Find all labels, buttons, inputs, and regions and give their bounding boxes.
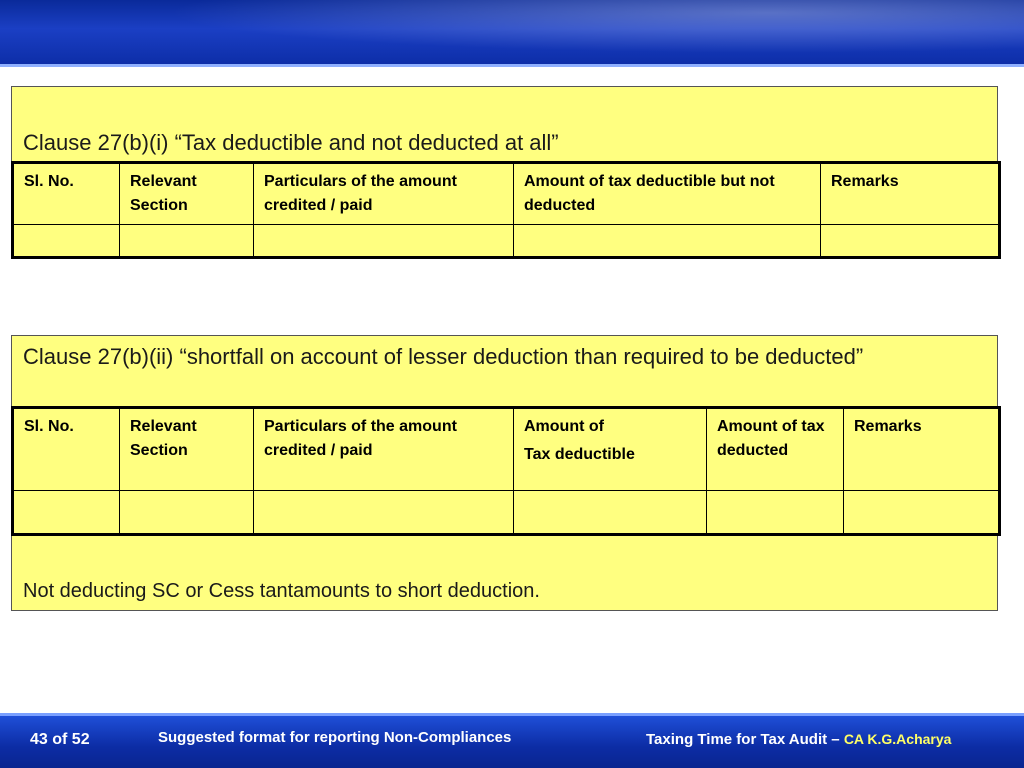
header-tax-deductible: Tax deductible — [524, 446, 635, 463]
cell-amount-deducted[interactable] — [707, 491, 844, 535]
header-relevant-section: Relevant Section — [120, 408, 254, 491]
footer-author: CA K.G.Acharya — [843, 731, 952, 747]
footer-subtitle: Suggested format for reporting Non-Compliances — [158, 729, 512, 746]
clause1-title: Clause 27(b)(i) “Tax deductible and not deducted at all” — [23, 130, 559, 155]
clause2-table — [11, 406, 1001, 536]
clause2-note: Not deducting SC or Cess tantamounts to short deduction. — [23, 580, 540, 602]
header-remarks: Remarks — [844, 408, 1000, 491]
header-particulars: Particulars of the amount credited / paid — [254, 163, 514, 225]
cell-amount[interactable] — [514, 225, 821, 258]
cell-remarks[interactable] — [821, 225, 1000, 258]
cell-relevant-section[interactable] — [120, 225, 254, 258]
header-sl-no: Sl. No. — [13, 163, 120, 225]
header-amount-deductible — [514, 408, 707, 491]
header-sheen — [0, 0, 1024, 64]
footer-title: Taxing Time for Tax Audit – — [646, 731, 840, 748]
cell-particulars[interactable] — [254, 491, 514, 535]
cell-particulars[interactable] — [254, 225, 514, 258]
clause1-table — [11, 161, 1001, 259]
header-remarks: Remarks — [821, 163, 1000, 225]
footer-title-block — [646, 731, 951, 748]
table-header-row — [13, 408, 1000, 491]
header-amount-not-deducted: Amount of tax deductible but not deducted — [514, 163, 821, 225]
cell-amount-deductible[interactable] — [514, 491, 707, 535]
cell-relevant-section[interactable] — [120, 491, 254, 535]
header-amount-of: Amount of — [524, 418, 604, 435]
page-indicator: 43 of 52 — [30, 731, 90, 748]
header-divider — [0, 64, 1024, 67]
table-row — [13, 225, 1000, 258]
header-particulars: Particulars of the amount credited / paid — [254, 408, 514, 491]
cell-sl-no[interactable] — [13, 225, 120, 258]
cell-sl-no[interactable] — [13, 491, 120, 535]
header-sl-no: Sl. No. — [13, 408, 120, 491]
clause2-title: Clause 27(b)(ii) “shortfall on account of lesser deduction than required to be deducted” — [23, 344, 864, 369]
table-row — [13, 491, 1000, 535]
table-header-row — [13, 163, 1000, 225]
cell-remarks[interactable] — [844, 491, 1000, 535]
header-relevant-section: Relevant Section — [120, 163, 254, 225]
header-amount-deducted: Amount of tax deducted — [707, 408, 844, 491]
header-band — [0, 0, 1024, 64]
